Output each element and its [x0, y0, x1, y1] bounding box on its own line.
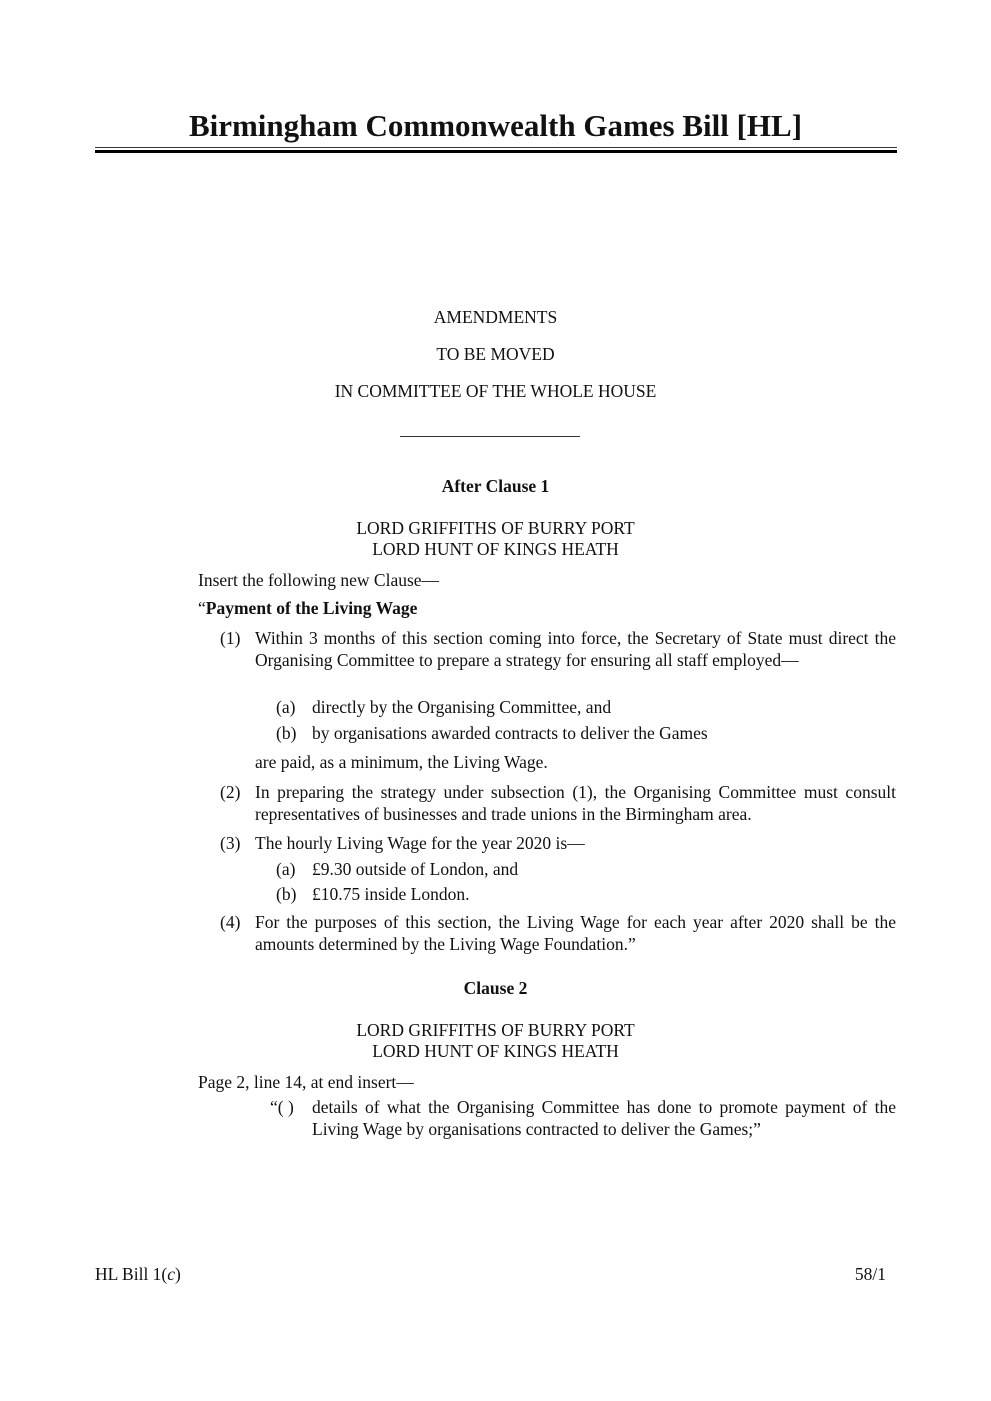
heading-line-3: IN COMMITTEE OF THE WHOLE HOUSE: [334, 381, 657, 401]
clause-title: [198, 597, 417, 619]
title-rule-thin: [95, 147, 897, 148]
bill-ref-prefix: HL Bill 1(: [95, 1264, 168, 1284]
sponsor-name: LORD HUNT OF KINGS HEATH: [372, 539, 619, 559]
heading-line-2: TO BE MOVED: [436, 344, 555, 364]
paragraph-text: by organisations awarded contracts to deliver the Games: [312, 723, 708, 743]
subsection-number: (1): [220, 628, 241, 648]
bill-reference: [95, 1263, 181, 1285]
paragraph-number: (a): [276, 697, 296, 717]
section-heading: After Clause 1: [441, 476, 550, 496]
paragraph-number: (b): [276, 884, 297, 904]
paragraph-text: £9.30 outside of London, and: [312, 859, 519, 879]
open-quote: “: [198, 598, 206, 618]
clause-title-text: Payment of the Living Wage: [205, 598, 418, 618]
amendment-intro: Insert the following new Clause—: [198, 570, 440, 590]
bill-title: Birmingham Commonwealth Games Bill [HL]: [188, 108, 803, 143]
paragraph-number: (b): [276, 723, 297, 743]
heading-line-1: AMENDMENTS: [433, 307, 558, 327]
paragraph-text: directly by the Organising Committee, and: [312, 697, 612, 717]
paragraph-number: (a): [276, 859, 296, 879]
amendment-intro: Page 2, line 14, at end insert—: [198, 1072, 414, 1092]
subsection-number: (3): [220, 833, 241, 853]
divider: [400, 436, 580, 437]
bill-ref-suffix: ): [175, 1264, 181, 1284]
sponsor-name: LORD GRIFFITHS OF BURRY PORT: [356, 1020, 635, 1040]
section-heading: Clause 2: [463, 978, 528, 998]
sponsor-name: LORD HUNT OF KINGS HEATH: [372, 1041, 619, 1061]
paragraph-text: £10.75 inside London.: [312, 884, 470, 904]
sponsor-name: LORD GRIFFITHS OF BURRY PORT: [356, 518, 635, 538]
title-rule-thick: [95, 150, 897, 153]
bill-ref-italic: c: [167, 1264, 176, 1284]
subsection-tail: are paid, as a minimum, the Living Wage.: [255, 752, 548, 772]
subsection-text: In preparing the strategy under subsection (1), the Organising Committee must consult representatives of businesses and trade unions in the Birmingham area.: [255, 782, 896, 824]
item-number: “( ): [270, 1097, 294, 1117]
subsection-text: Within 3 months of this section coming into force, the Secretary of State must direct the Organising Committee to prepare a strategy for ensuring all staff employed—: [255, 628, 896, 670]
subsection-text: The hourly Living Wage for the year 2020 is—: [255, 833, 585, 853]
subsection-number: (2): [220, 782, 241, 802]
subsection-number: (4): [220, 912, 241, 932]
amendment-paper-number: 58/1: [854, 1264, 886, 1284]
item-text: details of what the Organising Committee has done to promote payment of the Living Wage by organisations contracted to deliver the Games;”: [312, 1097, 896, 1139]
subsection-text: For the purposes of this section, the Living Wage for each year after 2020 shall be the amounts determined by the Living Wage Foundation.”: [255, 912, 896, 954]
